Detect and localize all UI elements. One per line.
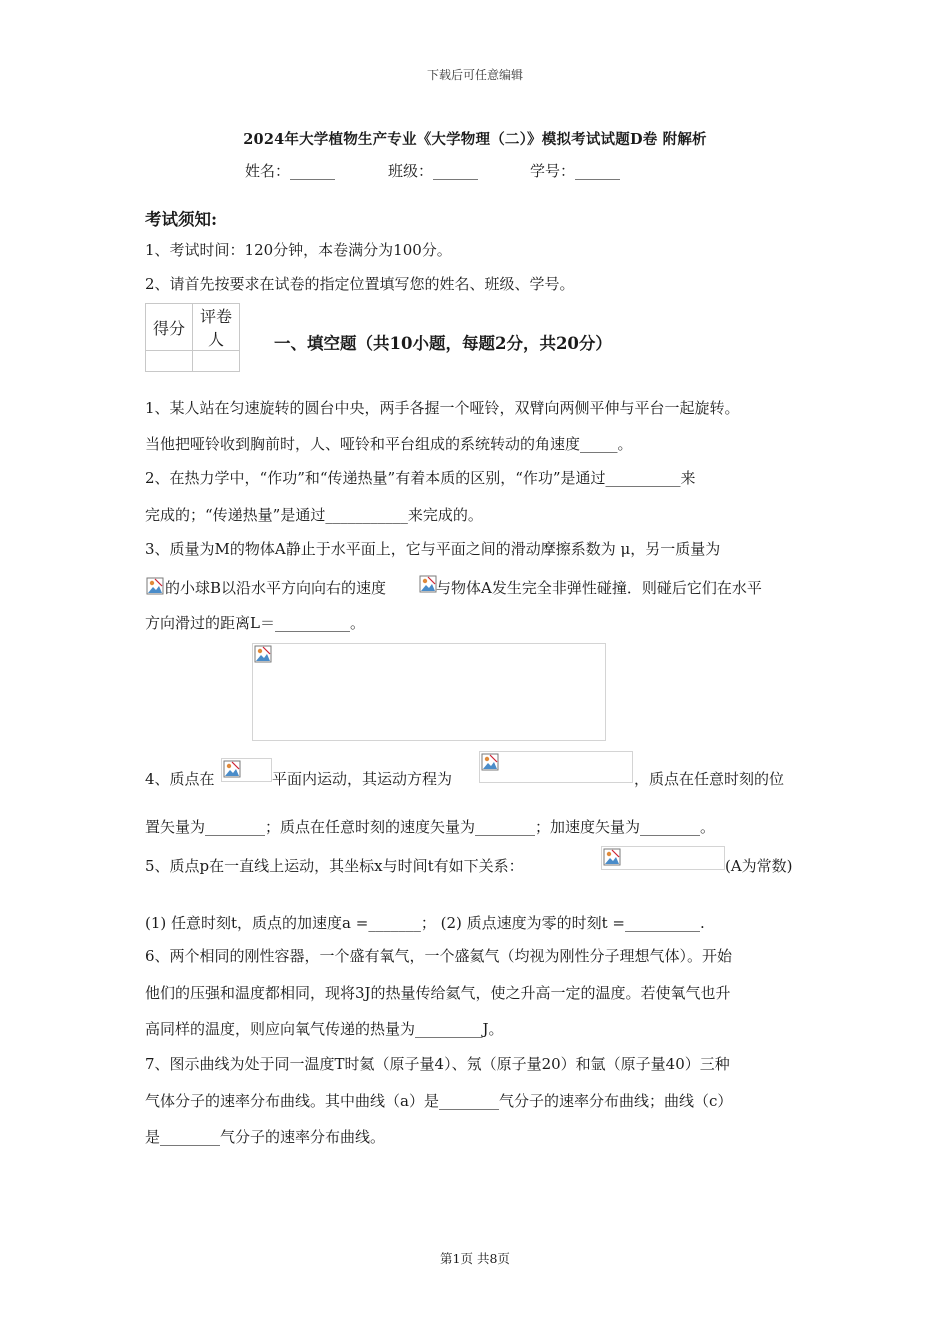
question-4-line-2: 置矢量为________；质点在任意时刻的速度矢量为________；加速度矢量为________。: [145, 818, 716, 836]
notice-item-1: 1、考试时间：120分钟，本卷满分为100分。: [145, 241, 452, 259]
score-header: 得分: [146, 304, 193, 351]
question-5-line-2: (1) 任意时刻t，质点的加速度a =_______； (2) 质点速度为零的时刻t =__________.: [145, 914, 705, 932]
question-4-line-1c: ，质点在任意时刻的位: [634, 770, 785, 788]
question-5-line-1a: 5、质点p在一直线上运动，其坐标x与时间t有如下关系：: [145, 857, 524, 875]
broken-image-icon: [223, 760, 241, 778]
name-field-label: 姓名：______: [245, 162, 336, 180]
grader-cell: [193, 351, 240, 372]
question-3-line-2a: 的小球B以沿水平方向向右的速度: [165, 579, 387, 597]
score-cell: [146, 351, 193, 372]
question-3-line-2b: 与物体A发生完全非弹性碰撞．则碰后它们在水平: [436, 579, 762, 597]
question-4-plane-image: [221, 758, 272, 782]
question-7-line-3: 是________气分子的速率分布曲线。: [145, 1128, 386, 1146]
grader-header: 评卷人: [193, 304, 240, 351]
broken-image-icon: [418, 574, 436, 592]
question-3-line-1: 3、质量为M的物体A静止于水平面上，它与平面之间的滑动摩擦系数为 μ，另一质量为: [145, 540, 721, 558]
notice-title: 考试须知:: [145, 210, 218, 229]
notice-item-2: 2、请首先按要求在试卷的指定位置填写您的姓名、班级、学号。: [145, 275, 575, 293]
broken-image-icon: [419, 575, 437, 593]
question-3-figure-placeholder: [252, 643, 606, 741]
question-5-equation-image: [601, 846, 725, 870]
class-field-label: 班级：______: [388, 162, 479, 180]
question-2-line-1: 2、在热力学中，“作功”和“传递热量”有着本质的区别，“作功”是通过__________来: [145, 469, 696, 487]
broken-image-icon: [481, 753, 499, 771]
question-6-line-2: 他们的压强和温度都相同，现将3J的热量传给氦气，使之升高一定的温度。若使氧气也升: [145, 984, 731, 1002]
section-title: 一、填空题（共10小题，每题2分，共20分）: [274, 334, 612, 353]
question-1-line-1: 1、某人站在匀速旋转的圆台中央，两手各握一个哑铃，双臂向两侧平伸与平台一起旋转。: [145, 399, 740, 417]
question-6-line-3: 高同样的温度，则应向氧气传递的热量为_________J。: [145, 1020, 504, 1038]
question-4-equation-image: [479, 751, 633, 783]
exam-title: 2024年大学植物生产专业《大学物理（二）》模拟考试试题D卷 附解析: [243, 131, 707, 148]
question-7-line-1: 7、图示曲线为处于同一温度T时氦（原子量4）、氖（原子量20）和氩（原子量40）三种: [145, 1055, 730, 1073]
question-7-line-2: 气体分子的速率分布曲线。其中曲线（a）是________气分子的速率分布曲线；曲线（c）: [145, 1092, 733, 1110]
broken-image-icon: [145, 576, 163, 594]
header-note: 下载后可任意编辑: [426, 68, 523, 82]
question-2-line-2: 完成的；“传递热量”是通过___________来完成的。: [145, 506, 483, 524]
question-1-line-2: 当他把哑铃收到胸前时，人、哑铃和平台组成的系统转动的角速度_____。: [145, 435, 633, 453]
question-4-line-1a: 4、质点在: [145, 770, 215, 788]
question-6-line-1: 6、两个相同的刚性容器，一个盛有氧气，一个盛氦气（均视为刚性分子理想气体）。开始: [145, 947, 733, 965]
broken-image-icon: [146, 577, 164, 595]
broken-image-icon: [603, 848, 621, 866]
question-3-line-3: 方向滑过的距离L＝__________。: [145, 614, 365, 632]
score-table: [145, 303, 240, 372]
student-id-field-label: 学号：______: [530, 162, 621, 180]
broken-image-icon: [254, 645, 272, 663]
page-number-footer: 第1页 共8页: [440, 1251, 510, 1266]
question-4-line-1b: 平面内运动，其运动方程为: [272, 770, 453, 788]
question-5-line-1b: (A为常数): [725, 857, 793, 875]
